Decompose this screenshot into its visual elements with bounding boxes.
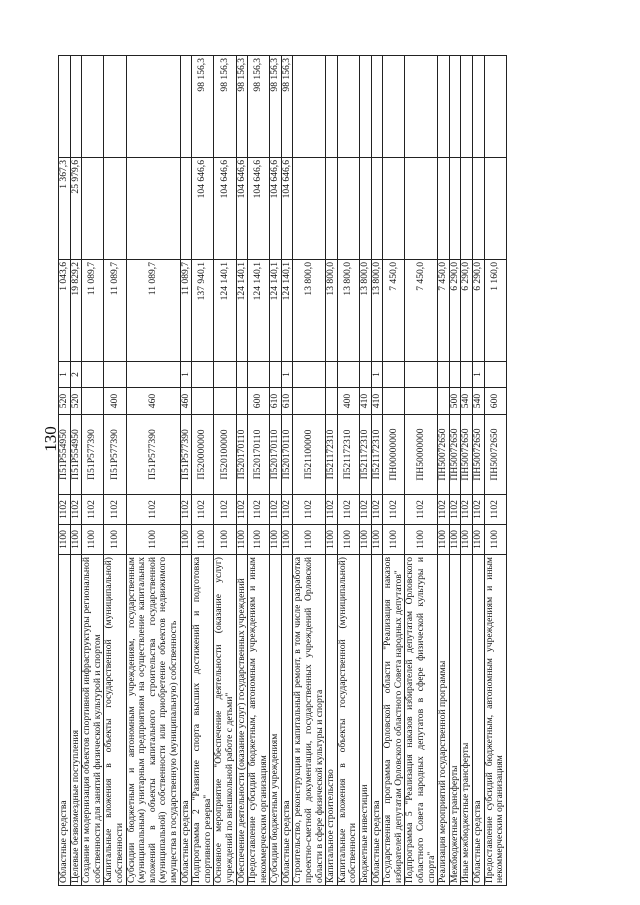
cell-amount-1: 7 450,0 (383, 260, 405, 362)
cell-source-code: 1 (59, 362, 71, 388)
cell-subsection: 1102 (248, 495, 270, 525)
table-row (70, 56, 82, 886)
cell-subsection: 1102 (281, 495, 293, 525)
cell-expense-type: 520 (59, 388, 71, 415)
cell-name: Капитальные вложения в объекты государственной (муниципальной) собственности (104, 555, 126, 886)
cell-section: 1100 (59, 525, 71, 555)
cell-amount-3: 98 156,3 (236, 56, 248, 158)
table-row (192, 56, 214, 886)
cell-subsection: 1102 (104, 495, 126, 525)
cell-section: 1100 (383, 525, 405, 555)
cell-section: 1100 (472, 525, 484, 555)
cell-source-code (104, 362, 126, 388)
cell-source-code (248, 362, 270, 388)
cell-source-code (126, 362, 180, 388)
cell-source-code: 1 (180, 362, 192, 388)
cell-subsection: 1102 (484, 495, 506, 525)
cell-subsection: 1102 (360, 495, 372, 525)
cell-amount-1: 11 089,7 (104, 260, 126, 362)
cell-expense-type: 460 (180, 388, 192, 415)
cell-amount-3: 98 156,3 (248, 56, 270, 158)
cell-amount-1: 1 043,6 (59, 260, 71, 362)
cell-name: Областные средства (180, 555, 192, 886)
cell-target-article: ПН50072650 (484, 415, 506, 495)
cell-expense-type (293, 388, 326, 415)
cell-source-code (214, 362, 236, 388)
cell-section: 1100 (371, 525, 383, 555)
cell-amount-2 (438, 158, 450, 260)
cell-amount-1: 11 089,7 (82, 260, 104, 362)
cell-expense-type (236, 388, 248, 415)
cell-name: Реализация мероприятий государственной программы (438, 555, 450, 886)
cell-target-article: П521172310 (371, 415, 383, 495)
cell-amount-1: 11 089,7 (180, 260, 192, 362)
cell-amount-2 (449, 158, 461, 260)
cell-target-article: П51Р554950 (59, 415, 71, 495)
cell-amount-3 (484, 56, 506, 158)
cell-amount-3: 98 156,3 (270, 56, 282, 158)
cell-amount-2 (383, 158, 405, 260)
cell-name: Областные средства (59, 555, 71, 886)
cell-expense-type: 600 (484, 388, 506, 415)
cell-section: 1100 (82, 525, 104, 555)
cell-section: 1100 (214, 525, 236, 555)
cell-amount-2 (360, 158, 372, 260)
cell-target-article: П521172310 (360, 415, 372, 495)
cell-amount-3 (449, 56, 461, 158)
cell-amount-2: 104 646,6 (248, 158, 270, 260)
cell-subsection: 1102 (461, 495, 473, 525)
cell-target-article: П520170110 (236, 415, 248, 495)
cell-name: Субсидии бюджетным учреждениям (270, 555, 282, 886)
cell-subsection: 1102 (337, 495, 359, 525)
cell-source-code (82, 362, 104, 388)
cell-target-article: П51Р554950 (70, 415, 82, 495)
table-row (472, 56, 484, 886)
table-row (270, 56, 282, 886)
cell-subsection: 1102 (126, 495, 180, 525)
cell-name: Подпрограмма 2 "Развитие спорта высших достижений и подготовка спортивного резерва" (192, 555, 214, 886)
cell-amount-2: 1 367,3 (59, 158, 71, 260)
cell-amount-2 (337, 158, 359, 260)
cell-amount-2: 104 646,6 (236, 158, 248, 260)
cell-amount-3 (472, 56, 484, 158)
cell-source-code (484, 362, 506, 388)
cell-expense-type (192, 388, 214, 415)
cell-amount-3 (126, 56, 180, 158)
cell-subsection: 1102 (70, 495, 82, 525)
cell-expense-type: 410 (360, 388, 372, 415)
cell-source-code (236, 362, 248, 388)
cell-name: Подпрограмма 5 "Реализация наказов избирателей депутатам Орловского областного Совета народных депутатов в сфере физической культуры и спорта" (405, 555, 438, 886)
cell-source-code (449, 362, 461, 388)
cell-source-code: 1 (371, 362, 383, 388)
cell-amount-3 (59, 56, 71, 158)
cell-amount-1: 13 800,0 (326, 260, 338, 362)
cell-name: Иные межбюджетные трансферты (461, 555, 473, 886)
cell-source-code (438, 362, 450, 388)
cell-amount-1: 124 140,1 (270, 260, 282, 362)
table-row (371, 56, 383, 886)
cell-target-article: П520170110 (270, 415, 282, 495)
cell-amount-2: 104 646,6 (192, 158, 214, 260)
cell-source-code: 1 (281, 362, 293, 388)
table-row (461, 56, 473, 886)
cell-amount-2 (82, 158, 104, 260)
cell-target-article: П520100000 (214, 415, 236, 495)
cell-amount-3 (438, 56, 450, 158)
cell-section: 1100 (192, 525, 214, 555)
cell-subsection: 1102 (405, 495, 438, 525)
cell-name: Бюджетные инвестиции (360, 555, 372, 886)
cell-expense-type: 540 (472, 388, 484, 415)
cell-expense-type: 400 (337, 388, 359, 415)
cell-amount-1: 124 140,1 (236, 260, 248, 362)
cell-name: Целевые безвозмездные поступления (70, 555, 82, 886)
cell-amount-1: 124 140,1 (281, 260, 293, 362)
cell-amount-2 (326, 158, 338, 260)
cell-amount-3 (360, 56, 372, 158)
cell-target-article: П51Р577390 (82, 415, 104, 495)
table-row (326, 56, 338, 886)
cell-amount-2 (461, 158, 473, 260)
cell-source-code (405, 362, 438, 388)
table-row (180, 56, 192, 886)
cell-amount-3 (293, 56, 326, 158)
table-row (236, 56, 248, 886)
cell-expense-type: 600 (248, 388, 270, 415)
cell-amount-2: 25 979,6 (70, 158, 82, 260)
table-row (104, 56, 126, 886)
cell-name: Капитальные вложения в объекты государственной (муниципальной) собственности (337, 555, 359, 886)
cell-name: Строительство, реконструкция и капитальный ремонт, в том числе разработка проектно-сметной документации, государственных учреждений Орловской области в сфере физической культуры и спорта (293, 555, 326, 886)
cell-amount-1: 19 829,2 (70, 260, 82, 362)
cell-subsection: 1102 (180, 495, 192, 525)
cell-amount-2 (293, 158, 326, 260)
cell-amount-3: 98 156,3 (281, 56, 293, 158)
cell-subsection: 1102 (326, 495, 338, 525)
cell-amount-3 (337, 56, 359, 158)
cell-target-article: П521172310 (337, 415, 359, 495)
cell-subsection: 1102 (449, 495, 461, 525)
cell-expense-type (82, 388, 104, 415)
table-row (59, 56, 71, 886)
table-row (337, 56, 359, 886)
cell-amount-3: 98 156,3 (214, 56, 236, 158)
cell-source-code (383, 362, 405, 388)
cell-target-article: П51Р577390 (126, 415, 180, 495)
table-row (281, 56, 293, 886)
cell-source-code (326, 362, 338, 388)
cell-source-code (337, 362, 359, 388)
cell-amount-2 (180, 158, 192, 260)
cell-subsection: 1102 (236, 495, 248, 525)
cell-name: Государственная программа Орловской области "Реализация наказов избирателей депутатам Орловского областного Совета народных депутатов" (383, 555, 405, 886)
cell-amount-3 (70, 56, 82, 158)
cell-amount-1: 137 940,1 (192, 260, 214, 362)
cell-target-article: П51Р577390 (104, 415, 126, 495)
cell-amount-3 (104, 56, 126, 158)
cell-expense-type: 400 (104, 388, 126, 415)
cell-amount-2 (126, 158, 180, 260)
cell-target-article: ПН50000000 (405, 415, 438, 495)
cell-section: 1100 (405, 525, 438, 555)
cell-amount-3 (383, 56, 405, 158)
cell-amount-1: 124 140,1 (214, 260, 236, 362)
cell-subsection: 1102 (472, 495, 484, 525)
table-row (82, 56, 104, 886)
cell-amount-2: 104 646,6 (281, 158, 293, 260)
cell-amount-1: 1 160,0 (484, 260, 506, 362)
cell-amount-1: 6 290,0 (461, 260, 473, 362)
cell-amount-2 (405, 158, 438, 260)
cell-amount-1: 124 140,1 (248, 260, 270, 362)
cell-expense-type: 520 (70, 388, 82, 415)
cell-subsection: 1102 (270, 495, 282, 525)
cell-expense-type: 460 (126, 388, 180, 415)
cell-target-article: П521100000 (293, 415, 326, 495)
cell-section: 1100 (449, 525, 461, 555)
cell-target-article: П520170110 (248, 415, 270, 495)
cell-name: Создание и модернизация объектов спортивной инфраструктуры региональной собственности для занятий физической культурой и спортом (82, 555, 104, 886)
budget-table (58, 55, 507, 886)
cell-section: 1100 (326, 525, 338, 555)
table-body (59, 56, 507, 886)
cell-amount-2: 104 646,6 (214, 158, 236, 260)
cell-target-article: ПН50072650 (461, 415, 473, 495)
cell-expense-type: 610 (270, 388, 282, 415)
cell-amount-3 (180, 56, 192, 158)
cell-section: 1100 (461, 525, 473, 555)
cell-section: 1100 (281, 525, 293, 555)
cell-source-code: 1 (472, 362, 484, 388)
table-row (438, 56, 450, 886)
cell-section: 1100 (438, 525, 450, 555)
cell-name: Межбюджетные трансферты (449, 555, 461, 886)
cell-target-article: ПН00000000 (383, 415, 405, 495)
cell-name: Предоставление субсидий бюджетным, автономным учреждениям и иным некоммерческим организациям (248, 555, 270, 886)
cell-name: Капитальное строительство (326, 555, 338, 886)
cell-amount-3 (405, 56, 438, 158)
cell-amount-2 (472, 158, 484, 260)
cell-section: 1100 (337, 525, 359, 555)
cell-subsection: 1102 (293, 495, 326, 525)
cell-target-article: П520000000 (192, 415, 214, 495)
cell-name: Субсидии бюджетным и автономным учреждениям, государственным (муниципальным) унитарным предприятиям на осуществление капитальных вложений в объекты капитального строительства государственной (муниципальной) собственности или приобретение объектов недвижимого имущества в государственную (муниципальную) собственность (126, 555, 180, 886)
cell-subsection: 1102 (438, 495, 450, 525)
cell-subsection: 1102 (82, 495, 104, 525)
rotated-table-container (58, 56, 638, 886)
cell-section: 1100 (248, 525, 270, 555)
cell-source-code (360, 362, 372, 388)
cell-amount-3: 98 156,3 (192, 56, 214, 158)
cell-section: 1100 (484, 525, 506, 555)
cell-section: 1100 (126, 525, 180, 555)
cell-name: Основное мероприятие "Обеспечение деятельности (оказание услуг) учреждений по внешкольной работе с детьми" (214, 555, 236, 886)
cell-source-code: 2 (70, 362, 82, 388)
cell-amount-3 (82, 56, 104, 158)
table-row (214, 56, 236, 886)
cell-source-code (270, 362, 282, 388)
cell-name: Обеспечение деятельности (оказание услуг) государственных учреждений (236, 555, 248, 886)
cell-amount-1: 7 450,0 (438, 260, 450, 362)
cell-section: 1100 (360, 525, 372, 555)
table-row (449, 56, 461, 886)
table-row (248, 56, 270, 886)
cell-amount-2 (484, 158, 506, 260)
cell-amount-1: 13 800,0 (360, 260, 372, 362)
table-row (360, 56, 372, 886)
page-number: 130 (41, 426, 60, 452)
cell-source-code (293, 362, 326, 388)
cell-expense-type: 500 (449, 388, 461, 415)
cell-amount-1: 13 800,0 (371, 260, 383, 362)
cell-expense-type (405, 388, 438, 415)
cell-section: 1100 (293, 525, 326, 555)
cell-expense-type: 540 (461, 388, 473, 415)
cell-target-article: ПН50072650 (438, 415, 450, 495)
cell-amount-3 (461, 56, 473, 158)
cell-expense-type: 410 (371, 388, 383, 415)
cell-section: 1100 (70, 525, 82, 555)
cell-amount-1: 11 089,7 (126, 260, 180, 362)
cell-section: 1100 (270, 525, 282, 555)
cell-amount-1: 7 450,0 (405, 260, 438, 362)
cell-source-code (192, 362, 214, 388)
cell-amount-2 (104, 158, 126, 260)
cell-expense-type: 610 (281, 388, 293, 415)
cell-section: 1100 (180, 525, 192, 555)
cell-subsection: 1102 (59, 495, 71, 525)
cell-target-article: ПН50072650 (472, 415, 484, 495)
cell-subsection: 1102 (383, 495, 405, 525)
table-row (383, 56, 405, 886)
cell-name: Областные средства (371, 555, 383, 886)
table-row (484, 56, 506, 886)
cell-source-code (461, 362, 473, 388)
cell-expense-type (214, 388, 236, 415)
table-row (405, 56, 438, 886)
cell-subsection: 1102 (214, 495, 236, 525)
cell-name: Предоставление субсидий бюджетным, автономным учреждениям и иным некоммерческим организациям (484, 555, 506, 886)
table-row (293, 56, 326, 886)
cell-target-article: П521172310 (326, 415, 338, 495)
cell-amount-3 (326, 56, 338, 158)
cell-amount-1: 13 800,0 (293, 260, 326, 362)
cell-subsection: 1102 (192, 495, 214, 525)
table-row (126, 56, 180, 886)
cell-amount-3 (371, 56, 383, 158)
cell-target-article: П51Р577390 (180, 415, 192, 495)
cell-name: Областные средства (281, 555, 293, 886)
cell-expense-type (326, 388, 338, 415)
cell-amount-1: 6 290,0 (472, 260, 484, 362)
cell-section: 1100 (236, 525, 248, 555)
cell-expense-type (438, 388, 450, 415)
cell-amount-2 (371, 158, 383, 260)
cell-amount-2: 104 646,6 (270, 158, 282, 260)
cell-expense-type (383, 388, 405, 415)
cell-name: Областные средства (472, 555, 484, 886)
cell-target-article: П520170110 (281, 415, 293, 495)
cell-amount-1: 13 800,0 (337, 260, 359, 362)
cell-amount-1: 6 290,0 (449, 260, 461, 362)
cell-subsection: 1102 (371, 495, 383, 525)
cell-target-article: ПН50072650 (449, 415, 461, 495)
cell-section: 1100 (104, 525, 126, 555)
